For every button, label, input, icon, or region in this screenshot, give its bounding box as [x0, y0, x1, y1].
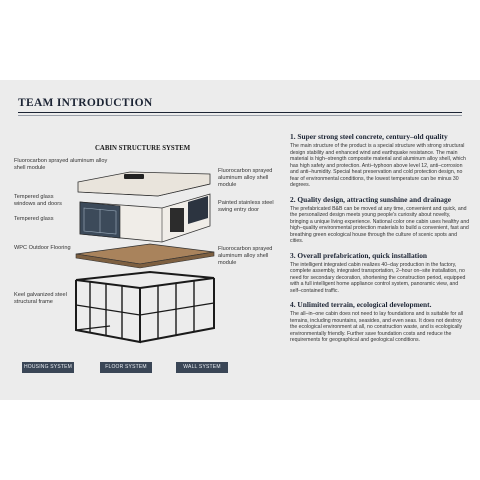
floor-system-button[interactable]: FLOOR SYSTEM [100, 362, 152, 373]
label-steel-frame: Keel galvanized steel structural frame [14, 292, 67, 305]
section-body: The all–in–one cabin does not need to lay foundations and is suitable for all terrains, including mountains, seasides, and even seas. It does not destroy the ecological environment at all, no construction waste, and is ecologically environmentally friendly. Further save foundation costs and reduce the requirements for geographical and geological conditions. [290, 311, 464, 343]
section-body: The prefabricated B&B can be moved at any time, convenient and quick, and the personalized design meets young people's curiosity about novelty, bringing a unique living experience. National color one cabin uses healthy and high–quality environmental protection materials to build a convenient, fast and breathing green ecological house through the culture of scenic spots and cities. [290, 205, 470, 244]
section-heading: 4. Unlimited terrain, ecological development. [290, 300, 432, 309]
label-tempered-glass: Tempered glass [14, 216, 54, 222]
steel-frame-module [76, 272, 214, 342]
floor-module [76, 244, 214, 268]
section-heading: 1. Super strong steel concrete, century–old quality [290, 132, 448, 141]
diagram-title: CABIN STRUCTURE SYSTEM [95, 145, 191, 152]
label-wpc-flooring: WPC Outdoor Flooring [14, 245, 71, 251]
roof-shell-module [78, 172, 210, 196]
feature-section [290, 300, 470, 344]
label-shell-lower: Fluorocarbon sprayed aluminum alloy shell module [218, 246, 273, 266]
housing-system-button[interactable]: HOUSING SYSTEM [22, 362, 74, 373]
cabin-body-module [80, 194, 210, 242]
label-glass-doors: Tempered glass windows and doors [14, 194, 62, 207]
feature-section [290, 251, 470, 295]
section-heading: 2. Quality design, attracting sunshine and drainage [290, 194, 451, 204]
title-divider-secondary [18, 115, 462, 116]
wall-system-button[interactable]: WALL SYSTEM [176, 362, 228, 373]
label-roof-shell: Fluorocarbon sprayed aluminum alloy shell module [14, 158, 108, 171]
label-shell-right: Fluorocarbon sprayed aluminum alloy shell module [218, 168, 273, 188]
label-entry-door: Painted stainless steel swing entry door [218, 200, 274, 213]
section-body: The intelligent integrated cabin realizes 40–day production in the factory, complete assembly, integrated transportation, 2–hour on–site installation, no need for secondary decoration, shortening the construction period, equipped with a full intelligent home appliance control system, panoramic view, and self–contained traffic. [290, 261, 466, 294]
cabin-exploded-diagram [70, 160, 220, 355]
section-body: The main structure of the product is a special structure with strong structural design stability and enhanced wind and earthquake resistance. The main material is high–strength composite material and aluminum alloy shell, which has high safety and protection. Anti–typhoon above level 12, anti–corrosion and anti–humidity. Special heat preservation and cold protection design, no fear of environmental conditions, the lowest temperature can be minus 30 degrees. [290, 143, 466, 188]
feature-sections [290, 132, 470, 350]
page-title: TEAM INTRODUCTION [18, 97, 153, 109]
title-divider [18, 112, 462, 113]
feature-section [290, 132, 470, 189]
feature-section [290, 195, 470, 245]
section-heading: 3. Overall prefabrication, quick installation [290, 250, 428, 260]
